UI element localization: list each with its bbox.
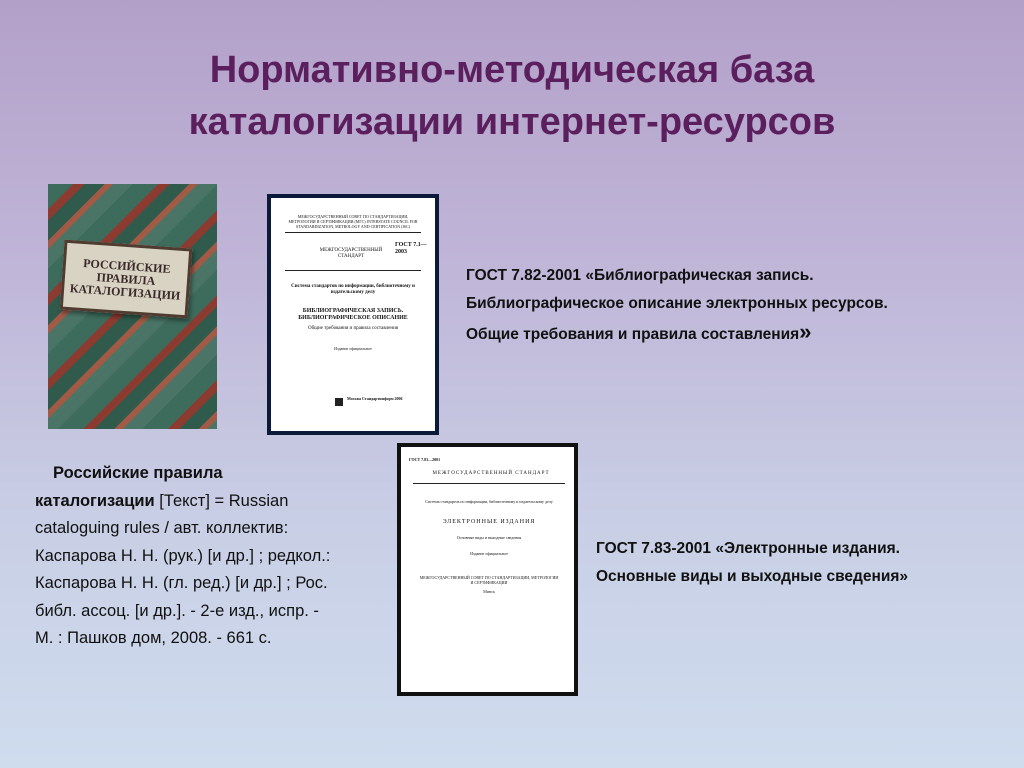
gost-7-82-description bbox=[466, 262, 1006, 349]
slide-title bbox=[0, 44, 1024, 148]
doc2-line-1: Система стандартов по информации, библиотечному и издательскому делу bbox=[425, 499, 553, 504]
rules-bold-title: Российские правила каталогизации bbox=[35, 464, 223, 510]
doc1-gost-number: ГОСТ 7.1— 2003 bbox=[395, 242, 427, 255]
book-cover-image bbox=[48, 184, 217, 429]
doc1-header: МЕЖГОСУДАРСТВЕННЫЙ СОВЕТ ПО СТАНДАРТИЗАЦИИ, МЕТРОЛОГИИ И СЕРТИФИКАЦИИ (МГС) INTERSTATE COUNCIL FOR STANDARDIZATION, METROLOGY AND CERTIFICATION (ISC) bbox=[288, 214, 418, 229]
doc1-subtitle: Общие требования и правила составления bbox=[307, 326, 399, 331]
doc1-note: Издание официальное bbox=[334, 346, 372, 351]
gost2-line-1: ГОСТ 7.83-2001 «Электронные издания. bbox=[596, 540, 900, 557]
doc1-publisher: Москва Стандартинформ 2006 bbox=[347, 396, 403, 401]
gost1-line-3: Общие требования и правила составления bbox=[466, 326, 800, 343]
gost1-line-2: Библиографическое описание электронных ресурсов. bbox=[466, 295, 888, 312]
gost-7-1-cover-image bbox=[267, 194, 439, 435]
doc1-rule bbox=[285, 232, 421, 233]
title-line-1: Нормативно-методическая база bbox=[209, 49, 815, 91]
doc1-rule-2 bbox=[285, 270, 421, 271]
gost-7-83-cover-image bbox=[397, 443, 578, 696]
doc2-rule bbox=[413, 483, 565, 484]
gost1-line-1: ГОСТ 7.82-2001 «Библиографическая запись. bbox=[466, 267, 814, 284]
gost1-close-quote: » bbox=[799, 319, 812, 344]
doc1-main-title: БИБЛИОГРАФИЧЕСКАЯ ЗАПИСЬ. БИБЛИОГРАФИЧЕСКОЕ ОПИСАНИЕ bbox=[298, 308, 408, 321]
title-line-2: каталогизации интернет-ресурсов bbox=[188, 101, 836, 143]
doc2-line-4: МЕЖГОСУДАРСТВЕННЫЙ СОВЕТ ПО СТАНДАРТИЗАЦИИ, МЕТРОЛОГИИ И СЕРТИФИКАЦИИ bbox=[419, 575, 559, 585]
doc2-line-2: Основные виды и выходные сведения bbox=[456, 535, 522, 540]
russian-cataloguing-rules-citation bbox=[35, 460, 335, 653]
doc2-code: ГОСТ 7.83—2001 bbox=[409, 457, 441, 462]
doc1-left-label: МЕЖГОСУДАРСТВЕННЫЙ СТАНДАРТ bbox=[319, 248, 383, 259]
gost2-line-2: Основные виды и выходные сведения» bbox=[596, 568, 909, 585]
doc1-system: Система стандартов по информации, библиотечному и издательскому делу bbox=[291, 284, 415, 295]
doc2-line-3: Издание официальное bbox=[470, 551, 508, 556]
doc2-top: МЕЖГОСУДАРСТВЕННЫЙ СТАНДАРТ bbox=[432, 471, 550, 476]
gost-7-83-description bbox=[596, 535, 1016, 591]
book-cover-label: РОССИЙСКИЕ ПРАВИЛА КАТАЛОГИЗАЦИИ bbox=[60, 240, 193, 319]
doc2-mid-title: ЭЛЕКТРОННЫЕ ИЗДАНИЯ bbox=[442, 519, 536, 525]
publisher-logo-icon bbox=[335, 398, 343, 406]
rules-rest: [Текст] = Russian cataloguing rules / авт. коллектив: Каспарова Н. Н. (рук.) [и др.] ; редкол.: Каспарова Н. Н. (гл. ред.) [и др.] ; Рос. библ. ассоц. [и др.]. - 2-е изд., испр. - М. : Пашков дом, 2008. - 661 с. bbox=[35, 491, 331, 647]
doc2-line-5: Минск bbox=[483, 589, 495, 594]
